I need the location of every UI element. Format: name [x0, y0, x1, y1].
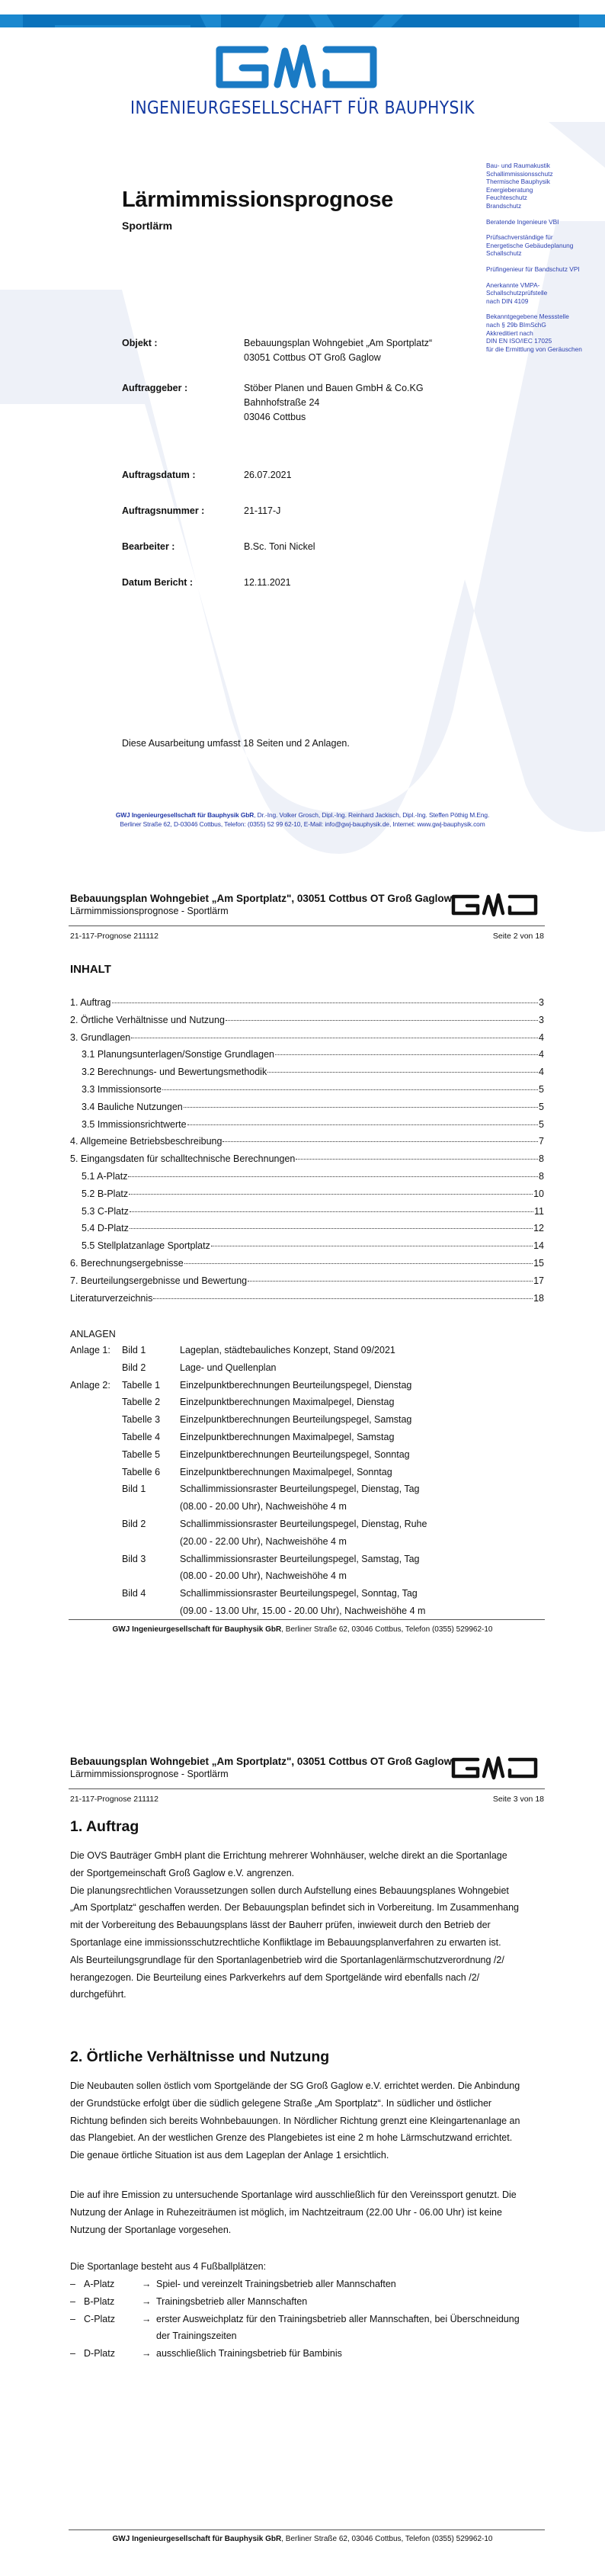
- anlage-description-line: Einzelpunktberechnungen Beurteilungspegel, Sonntag: [180, 1448, 410, 1460]
- toc-entry-label: 5.4 D-Platz: [82, 1223, 129, 1234]
- anlage-item: Bild 4: [122, 1588, 146, 1599]
- page-count-note: Diese Ausarbeitung umfasst 18 Seiten und 2 Anlagen.: [122, 738, 350, 749]
- toc-entry-label: 4. Allgemeine Betriebsbeschreibung: [70, 1136, 222, 1147]
- paragraph-line: Als Beurteilungsgrundlage für den Sportanlagenbetrieb wird die Sportanlagenlärmschutzverordnung /2/: [70, 1954, 504, 1965]
- toc-entry-label: 5. Eingangsdaten für schalltechnische Berechnungen: [70, 1153, 296, 1165]
- anlage-description-line: Schallimmissionsraster Beurteilungspegel, Dienstag, Tag: [180, 1484, 420, 1495]
- anlage-group: Anlage 1:: [70, 1345, 110, 1355]
- meta-value: 21-117-J: [244, 505, 281, 516]
- gwj-logo-icon: [450, 1755, 539, 1781]
- anlage-description-line: Einzelpunktberechnungen Maximalpegel, Dienstag: [180, 1397, 395, 1408]
- arrow-right-icon: →: [142, 2348, 152, 2359]
- pitch-list-item: [70, 2293, 546, 2311]
- pitch-description: [156, 2345, 546, 2363]
- anlage-description-line: (08.00 - 20.00 Uhr), Nachweishöhe 4 m: [180, 1570, 347, 1582]
- anlage-entry: [70, 1585, 543, 1620]
- toc-entry-page: 3: [539, 997, 544, 1008]
- anlage-description-line: Einzelpunktberechnungen Maximalpegel, Sonntag: [180, 1466, 392, 1477]
- anlage-item: Bild 2: [122, 1518, 146, 1529]
- toc-leader-dots: [222, 1141, 538, 1142]
- paragraph-line: Die Neubauten sollen östlich vom Sportgelände der SG Groß Gaglow e.V. errichtet werden. Die Anbindung: [70, 2080, 520, 2091]
- toc-entry[interactable]: [70, 1223, 544, 1240]
- toc-leader-dots: [129, 1194, 533, 1195]
- toc-entry-label: 3.1 Planungsunterlagen/Sonstige Grundlagen: [82, 1049, 274, 1060]
- anlage-item: Tabelle 2: [122, 1397, 161, 1408]
- anlage-description-line: Lageplan, städtebauliches Konzept, Stand 09/2021: [180, 1345, 395, 1355]
- anlage-description-line: (09.00 - 13.00 Uhr, 15.00 - 20.00 Uhr), Nachweishöhe 4 m: [180, 1605, 426, 1616]
- pitch-name: A-Platz: [84, 2279, 115, 2289]
- toc-entry[interactable]: [70, 1136, 544, 1153]
- service-item: Beratende Ingenieure VBI: [486, 217, 559, 226]
- toc-entry-page: 18: [533, 1292, 544, 1304]
- toc-leader-dots: [130, 1228, 533, 1229]
- toc-entry-label: Literaturverzeichnis: [70, 1292, 153, 1304]
- anlage-entry: [70, 1446, 543, 1464]
- anlagen-list: [70, 1342, 543, 1620]
- pitch-description-line: Spiel- und vereinzelt Trainingsbetrieb aller Mannschaften: [156, 2279, 396, 2289]
- anlage-entry: [70, 1464, 543, 1481]
- toc-entry-page: 10: [533, 1188, 544, 1199]
- meta-value: [244, 381, 472, 425]
- cover-page: [0, 0, 605, 856]
- paragraph-line: Richtung befinden sich bereits Wohnbebauungen. In Nördlicher Richtung grenzt eine Kleingartenanlage an: [70, 2115, 520, 2126]
- anlage-description-line: Einzelpunktberechnungen Maximalpegel, Samstag: [180, 1431, 395, 1442]
- partners: , Dr.-Ing. Volker Grosch, Dipl.-Ing. Reinhard Jackisch, Dipl.-Ing. Steffen Pöthig M.Eng.: [254, 811, 490, 819]
- anlage-item: Bild 3: [122, 1553, 146, 1564]
- toc-entry[interactable]: [70, 1049, 544, 1067]
- toc-entry[interactable]: [70, 1015, 544, 1032]
- footer-company: GWJ Ingenieurgesellschaft für Bauphysik GbR: [112, 2535, 282, 2543]
- toc-entry-label: 5.1 A-Platz: [82, 1170, 128, 1182]
- meta-value-line: 03046 Cottbus: [244, 412, 306, 422]
- header-rule: [69, 925, 545, 926]
- cover-footer: [0, 810, 605, 829]
- pitch-list-item: [70, 2345, 546, 2363]
- paragraph-line: „Am Sportplatz“ geschaffen werden. Der Bebauungsplan befindet sich in Vorbereitung. Im Zusammenhang: [70, 1902, 519, 1914]
- paragraph-line: Die auf ihre Emission zu untersuchende Sportanlage wird ausschließlich für den Vereinssport genutzt. Die: [70, 2189, 517, 2200]
- anlage-description-line: Schallimmissionsraster Beurteilungspegel, Samstag, Tag: [180, 1553, 420, 1564]
- arrow-right-icon: →: [142, 2313, 152, 2324]
- meta-value: B.Sc. Toni Nickel: [244, 541, 315, 552]
- service-item: für die Ermittlung von Geräuschen: [486, 345, 582, 353]
- toc-entry[interactable]: [70, 1102, 544, 1119]
- toc-entry[interactable]: [70, 1153, 544, 1171]
- paragraph-line: der Sportgemeinschaft Groß Gaglow e.V. angrenzen.: [70, 1867, 295, 1878]
- toc-leader-dots: [248, 1281, 533, 1282]
- service-item: Schallimmissionsschutz: [486, 169, 553, 178]
- meta-label: Bearbeiter :: [122, 541, 175, 552]
- anlage-entry: [70, 1377, 543, 1394]
- arrow-right-icon: →: [142, 2279, 152, 2289]
- meta-label: Objekt :: [122, 338, 158, 348]
- document-subtitle: Sportlärm: [122, 220, 173, 232]
- footer-address: , Berliner Straße 62, 03046 Cottbus, Telefon (0355) 529962-10: [281, 2535, 493, 2543]
- toc-entry[interactable]: [70, 1119, 544, 1137]
- pitch-description-line: der Trainingszeiten: [156, 2331, 237, 2342]
- toc-leader-dots: [267, 1072, 538, 1073]
- footer-rule: [69, 2529, 545, 2530]
- paragraph-line: Die genaue örtliche Situation ist aus dem Lageplan der Anlage 1 ersichtlich.: [70, 2150, 389, 2161]
- toc-entry[interactable]: [70, 1275, 544, 1293]
- meta-value: 12.11.2021: [244, 577, 291, 588]
- meta-label: Auftraggeber :: [122, 383, 188, 393]
- toc-leader-dots: [226, 1020, 538, 1021]
- anlage-description-line: Schallimmissionsraster Beurteilungspegel, Dienstag, Ruhe: [180, 1518, 427, 1529]
- toc-leader-dots: [112, 1002, 539, 1003]
- paragraph-line: der Grundstücke erfolgt über die südlich gelegene Straße „Am Sportplatz“. In südlicher und östlicher: [70, 2097, 492, 2109]
- anlage-item: Tabelle 1: [122, 1379, 161, 1391]
- paragraph-line: Nutzung der Anlage in Ruhezeiträumen ist möglich, im Nachtzeitraum (22.00 Uhr - 06.00 Uhr) ist keine: [70, 2206, 502, 2218]
- anlage-description: [180, 1551, 543, 1586]
- service-item: Schallschutz: [486, 249, 522, 258]
- paragraph-line: mit der Vorbereitung des Bebauungsplans lässt der Bauherr prüfen, inwieweit durch den Betrieb der: [70, 1920, 491, 1931]
- anlage-description: [180, 1429, 543, 1446]
- toc-entry-label: 1. Auftrag: [70, 997, 111, 1008]
- page-footer: [0, 2535, 605, 2543]
- company-name: GWJ Ingenieurgesellschaft für Bauphysik GbR: [115, 811, 254, 819]
- pitch-name: B-Platz: [84, 2295, 115, 2307]
- footer-address: , Berliner Straße 62, 03046 Cottbus, Telefon (0355) 529962-10: [281, 1625, 493, 1634]
- pitch-list-item: [70, 2276, 546, 2293]
- toc-entry-label: 3.4 Bauliche Nutzungen: [82, 1101, 183, 1112]
- anlage-description: [180, 1411, 543, 1429]
- service-item: Prüfsachverständige für: [486, 233, 553, 242]
- toc-entry-page: 11: [534, 1205, 544, 1217]
- anlage-description: [180, 1342, 543, 1359]
- toc-entry-label: 3.5 Immissionsrichtwerte: [82, 1118, 187, 1130]
- services-group: [486, 218, 600, 226]
- toc-entry[interactable]: [70, 1240, 544, 1258]
- meta-value-line: Stöber Planen und Bauen GmbH & Co.KG: [244, 383, 424, 393]
- anlage-description-line: (20.00 - 22.00 Uhr), Nachweishöhe 4 m: [180, 1535, 347, 1547]
- toc-entry-page: 17: [533, 1275, 544, 1286]
- page-3: [0, 1720, 605, 2576]
- gwj-logo-icon: [450, 892, 539, 918]
- anlage-description-line: Schallimmissionsraster Beurteilungspegel, Sonntag, Tag: [180, 1588, 418, 1599]
- toc-entry-page: 5: [539, 1118, 544, 1130]
- pitch-name: D-Platz: [84, 2348, 115, 2359]
- toc-leader-dots: [128, 1176, 538, 1177]
- anlage-entry: [70, 1516, 543, 1551]
- cover-footer-line1: [0, 810, 605, 820]
- header-title: Bebauungsplan Wohngebiet „Am Sportplatz", 03051 Cottbus OT Groß Gaglow: [70, 893, 453, 904]
- toc-entry-page: 7: [539, 1136, 544, 1147]
- anlage-description: [180, 1446, 543, 1464]
- meta-value: [244, 336, 472, 365]
- toc-entry-page: 8: [539, 1170, 544, 1182]
- toc-leader-dots: [275, 1054, 538, 1055]
- pitch-list-item: [70, 2311, 546, 2346]
- toc-heading: INHALT: [70, 963, 111, 976]
- toc-entry-label: 6. Berechnungsergebnisse: [70, 1257, 184, 1269]
- toc-entry-page: 8: [539, 1153, 544, 1165]
- anlage-item: Bild 1: [122, 1484, 146, 1495]
- footer-company: GWJ Ingenieurgesellschaft für Bauphysik GbR: [112, 1625, 282, 1634]
- dash-bullet-icon: –: [70, 2313, 75, 2324]
- anlage-entry: [70, 1342, 543, 1359]
- anlage-description: [180, 1516, 543, 1551]
- toc-leader-dots: [162, 1089, 538, 1090]
- toc-entry-page: 3: [539, 1014, 544, 1025]
- toc-entry[interactable]: [70, 1171, 544, 1189]
- toc-leader-dots: [184, 1107, 538, 1108]
- pitch-description-line: ausschließlich Trainingsbetrieb für Bambinis: [156, 2348, 342, 2359]
- anlage-description: [180, 1359, 543, 1377]
- header-title: Bebauungsplan Wohngebiet „Am Sportplatz", 03051 Cottbus OT Groß Gaglow: [70, 1756, 453, 1767]
- meta-label: Auftragsnummer :: [122, 505, 205, 516]
- toc-entry-label: 5.2 B-Platz: [82, 1188, 129, 1199]
- meta-value-line: Bebauungsplan Wohngebiet „Am Sportplatz“: [244, 338, 433, 348]
- service-item: nach DIN 4109: [486, 297, 529, 305]
- service-item: Prüfingenieur für Bandschutz VPI: [486, 265, 580, 273]
- toc-entry[interactable]: [70, 1189, 544, 1206]
- toc-entry-page: 5: [539, 1101, 544, 1112]
- toc-leader-dots: [153, 1298, 533, 1299]
- anlage-description: [180, 1480, 543, 1516]
- toc-entry-page: 4: [539, 1031, 544, 1043]
- anlage-entry: [70, 1359, 543, 1377]
- pitch-description-line: erster Ausweichplatz für den Trainingsbetrieb aller Mannschaften, bei Überschneidung: [156, 2313, 520, 2324]
- anlage-item: Bild 1: [122, 1345, 146, 1355]
- services-group: [486, 162, 600, 210]
- anlage-description: [180, 1464, 543, 1481]
- pitch-list: [70, 2276, 546, 2363]
- page-number: Seite 3 von 18: [492, 1795, 544, 1804]
- service-item: Bau- und Raumakustik: [486, 162, 550, 169]
- toc-entry-page: 4: [539, 1067, 544, 1078]
- gwj-logo-icon: [212, 42, 381, 92]
- top-color-band: [0, 14, 605, 27]
- brand-name: INGENIEURGESELLSCHAFT FÜR BAUPHYSIK: [130, 98, 475, 118]
- anlage-description-line: Lage- und Quellenplan: [180, 1362, 277, 1373]
- footer-rule: [69, 1619, 545, 1620]
- toc-entry-page: 15: [533, 1257, 544, 1269]
- paragraph-line: Die planungsrechtlichen Voraussetzungen sollen durch Aufstellung eines Bebauungsplanes Wohngebiet: [70, 1885, 509, 1896]
- service-item: DIN EN ISO/IEC 17025: [486, 337, 552, 345]
- pitch-description-line: Trainingsbetrieb aller Mannschaften: [156, 2295, 308, 2307]
- toc-entry-label: 7. Beurteilungsergebnisse und Bewertung: [70, 1275, 248, 1286]
- page-number: Seite 2 von 18: [492, 932, 544, 941]
- service-item: Brandschutz: [486, 201, 522, 210]
- toc-entry-label: 3.3 Immissionsorte: [82, 1083, 162, 1095]
- toc-entry-page: 14: [533, 1240, 544, 1252]
- service-item: Schallschutzprüfstelle: [486, 289, 548, 297]
- toc-leader-dots: [184, 1263, 533, 1264]
- anlage-description: [180, 1585, 543, 1620]
- toc-entry[interactable]: [70, 1206, 544, 1224]
- anlage-description: [180, 1394, 543, 1411]
- services-list: [486, 162, 600, 361]
- toc-entry-label: 3.2 Berechnungs- und Bewertungsmethodik: [82, 1067, 267, 1078]
- pitch-name: C-Platz: [84, 2313, 115, 2324]
- toc-leader-dots: [187, 1124, 539, 1125]
- meta-label: Auftragsdatum :: [122, 470, 196, 480]
- service-item: nach § 29b BImSchG: [486, 320, 546, 329]
- toc-entry-label: 5.3 C-Platz: [82, 1205, 129, 1217]
- anlage-item: Bild 2: [122, 1362, 146, 1373]
- meta-value: 26.07.2021: [244, 470, 292, 480]
- arrow-right-icon: →: [142, 2295, 152, 2307]
- cover-footer-line2: Berliner Straße 62, D-03046 Cottbus, Telefon: (0355) 52 99 62-10, E-Mail: info@gwj-bauphysik.de, Internet: www.gwj-bauphysik.com: [120, 820, 485, 828]
- section-oertlich-paragraph-2: [70, 2186, 546, 2238]
- list-intro: Die Sportanlage besteht aus 4 Fußballplätzen:: [70, 2261, 267, 2272]
- paragraph-line: durchgeführt.: [70, 1989, 126, 2000]
- service-item: Energetische Gebäudeplanung: [486, 241, 574, 249]
- pitch-description: [156, 2276, 546, 2293]
- toc-entry-label: 2. Örtliche Verhältnisse und Nutzung: [70, 1014, 225, 1025]
- document-reference: 21-117-Prognose 211112: [70, 932, 158, 941]
- service-item: Energieberatung: [486, 185, 533, 194]
- services-group: [486, 313, 600, 353]
- anlage-item: Tabelle 3: [122, 1414, 161, 1426]
- header-rule: [69, 1788, 545, 1789]
- anlagen-heading: ANLAGEN: [70, 1329, 116, 1339]
- header-subtitle: Lärmimmissionsprognose - Sportlärm: [70, 1769, 229, 1779]
- anlage-description: [180, 1377, 543, 1394]
- toc-entry-label: 5.5 Stellplatzanlage Sportplatz: [82, 1240, 210, 1252]
- toc-entry-page: 12: [533, 1223, 544, 1234]
- service-item: Akkreditiert nach: [486, 329, 533, 337]
- paragraph-line: herangezogen. Die Beurteilung eines Parkverkehrs auf dem Sportgelände wird ebenfalls nach /2/: [70, 1971, 480, 1983]
- toc-entry[interactable]: [70, 1293, 544, 1310]
- paragraph-line: das Plangebiet. An der westlichen Grenze des Plangebietes ist eine 2 m hohe Lärmschutzwand errichtet.: [70, 2132, 513, 2144]
- paragraph-line: Sportanlage eine immissionsschutzrechtliche Konfliktlage im Bebauungsplanverfahren zu erwarten ist.: [70, 1936, 501, 1948]
- meta-value-line: 03051 Cottbus OT Groß Gaglow: [244, 352, 381, 363]
- anlage-description-line: Einzelpunktberechnungen Beurteilungspegel, Samstag: [180, 1414, 412, 1426]
- toc-entry-page: 4: [539, 1049, 544, 1060]
- paragraph-line: Nutzung der Sportanlage vorgesehen.: [70, 2224, 232, 2235]
- section-heading-oertliche-verhaeltnisse: 2. Örtliche Verhältnisse und Nutzung: [70, 2048, 330, 2065]
- page-2: [0, 856, 605, 1712]
- table-of-contents: [70, 997, 544, 1310]
- section-oertlich-paragraph-1: [70, 2077, 546, 2164]
- document-title: Lärmimmissionsprognose: [122, 188, 393, 212]
- toc-entry[interactable]: [70, 997, 544, 1015]
- document-reference: 21-117-Prognose 211112: [70, 1795, 158, 1804]
- toc-entry[interactable]: [70, 1084, 544, 1102]
- toc-leader-dots: [130, 1211, 533, 1212]
- anlage-item: Tabelle 5: [122, 1448, 161, 1460]
- anlage-description-line: (08.00 - 20.00 Uhr), Nachweishöhe 4 m: [180, 1501, 347, 1513]
- anlage-entry: [70, 1394, 543, 1411]
- service-item: Anerkannte VMPA-: [486, 281, 540, 289]
- toc-entry[interactable]: [70, 1258, 544, 1275]
- section-auftrag-paragraph: [70, 1847, 546, 2003]
- anlage-entry: [70, 1429, 543, 1446]
- dash-bullet-icon: –: [70, 2279, 75, 2289]
- pitch-description: [156, 2293, 546, 2311]
- toc-leader-dots: [296, 1159, 538, 1160]
- services-group: [486, 265, 600, 274]
- service-item: Feuchteschutz: [486, 194, 527, 202]
- toc-entry-label: 3. Grundlagen: [70, 1031, 131, 1043]
- services-group: [486, 281, 600, 306]
- anlage-entry: [70, 1551, 543, 1586]
- meta-value-line: Bahnhofstraße 24: [244, 397, 320, 408]
- page-footer: [0, 1625, 605, 1634]
- anlage-group: Anlage 2:: [70, 1379, 110, 1391]
- pitch-description: [156, 2311, 546, 2346]
- anlage-description-line: Einzelpunktberechnungen Beurteilungspegel, Dienstag: [180, 1379, 412, 1391]
- dash-bullet-icon: –: [70, 2295, 75, 2307]
- header-subtitle: Lärmimmissionsprognose - Sportlärm: [70, 906, 229, 916]
- service-item: Thermische Bauphysik: [486, 178, 550, 186]
- anlage-item: Tabelle 6: [122, 1466, 161, 1477]
- dash-bullet-icon: –: [70, 2348, 75, 2359]
- services-group: [486, 233, 600, 258]
- meta-label: Datum Bericht :: [122, 577, 194, 588]
- anlage-item: Tabelle 4: [122, 1431, 161, 1442]
- toc-entry-page: 5: [539, 1083, 544, 1095]
- toc-entry[interactable]: [70, 1067, 544, 1084]
- section-heading-auftrag: 1. Auftrag: [70, 1818, 139, 1835]
- anlage-entry: [70, 1480, 543, 1516]
- service-item: Bekanntgegebene Messstelle: [486, 313, 569, 321]
- paragraph-line: Die OVS Bauträger GmbH plant die Errichtung mehrerer Wohnhäuser, welche direkt an die Sportanlage: [70, 1850, 507, 1861]
- toc-entry[interactable]: [70, 1032, 544, 1050]
- anlage-entry: [70, 1411, 543, 1429]
